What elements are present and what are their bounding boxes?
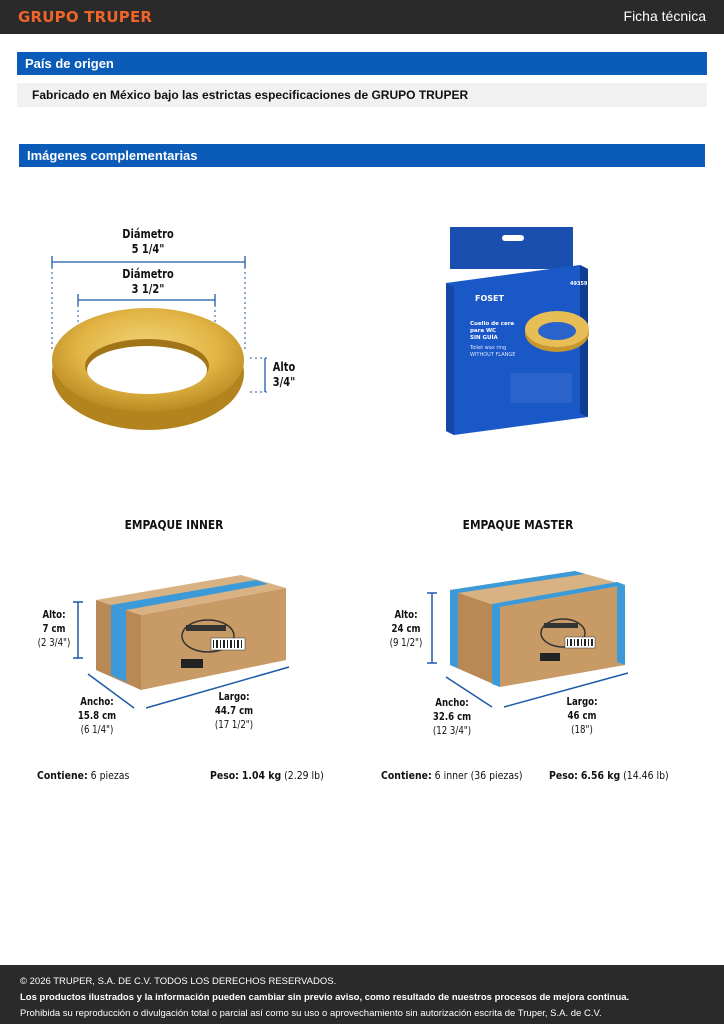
inner-width-cm: 15.8 cm xyxy=(77,710,117,722)
master-width-title: Ancho: xyxy=(435,697,469,709)
master-contains-label: Contiene: xyxy=(381,769,432,782)
inner-length-title: Largo: xyxy=(218,691,250,703)
inner-width-in: (6 1/4") xyxy=(80,724,114,736)
master-weight-label: Peso: xyxy=(549,769,578,782)
top-bar xyxy=(0,0,724,34)
inner-weight-label: Peso: xyxy=(210,769,239,782)
master-width-label xyxy=(432,696,473,738)
package-product-name-en xyxy=(470,345,515,359)
product-package-illustration xyxy=(440,225,600,440)
height-title: Alto xyxy=(272,360,296,374)
inner-length-in: (17 1/2") xyxy=(214,719,254,731)
outer-diameter-label xyxy=(107,227,189,257)
master-height-cm: 24 cm xyxy=(391,623,421,635)
inner-diameter-value: 3 1/2" xyxy=(131,282,165,296)
package-name-en-line1: Toilet wax ring xyxy=(470,345,507,351)
master-contains xyxy=(381,769,523,782)
master-width-cm: 32.6 cm xyxy=(432,711,472,723)
inner-width-title: Ancho: xyxy=(80,696,114,708)
outer-diameter-value: 5 1/4" xyxy=(131,242,165,256)
package-name-en-line2: WITHOUT FLANGE xyxy=(470,352,516,358)
inner-height-in: (2 3/4") xyxy=(37,637,71,649)
inner-weight-value: 1.04 kg xyxy=(241,769,282,782)
master-weight-lb: (14.46 lb) xyxy=(623,769,669,782)
images-section-title: Imágenes complementarias xyxy=(19,144,705,167)
master-length-cm: 46 cm xyxy=(567,710,597,722)
inner-contains xyxy=(37,769,129,782)
footer-legal: Prohibida su reproducción o divulgación total o parcial así como su uso o aprovechamiento sin autorización escrita de Truper, S.A. de C.V. xyxy=(20,1008,602,1019)
master-box-illustration xyxy=(380,565,670,745)
inner-height-title: Alto: xyxy=(42,609,66,621)
inner-weight-lb: (2.29 lb) xyxy=(284,769,324,782)
inner-box-diagram xyxy=(36,570,326,740)
brand-logo: GRUPO TRUPER xyxy=(18,8,153,26)
master-contains-value: 6 inner (36 piezas) xyxy=(434,769,523,782)
inner-height-cm: 7 cm xyxy=(42,623,66,635)
wax-ring-diagram xyxy=(40,220,320,440)
footer-notice: Los productos ilustrados y la información pueden cambiar sin previo aviso, como resultado de nuestros procesos de mejora continua. xyxy=(20,992,630,1003)
master-length-label xyxy=(559,695,605,737)
inner-package-title: EMPAQUE INNER xyxy=(124,517,224,532)
footer xyxy=(0,965,724,1024)
package-name-line3: SIN GUÍA xyxy=(470,335,498,341)
package-brand: FOSET xyxy=(475,294,504,303)
master-height-title: Alto: xyxy=(394,609,418,621)
master-height-in: (9 1/2") xyxy=(389,637,423,649)
master-box-diagram xyxy=(380,565,670,745)
footer-copyright: © 2026 TRUPER, S.A. DE C.V. TODOS LOS DERECHOS RESERVADOS. xyxy=(20,976,337,987)
product-package-image xyxy=(440,225,600,440)
inner-length-label xyxy=(211,690,257,732)
document-type: Ficha técnica xyxy=(623,8,706,24)
outer-diameter-title: Diámetro xyxy=(122,227,174,241)
inner-width-label xyxy=(77,695,118,737)
inner-contains-value: 6 piezas xyxy=(90,769,130,782)
height-label xyxy=(266,360,302,390)
master-length-title: Largo: xyxy=(566,696,598,708)
height-value: 3/4" xyxy=(272,375,296,389)
master-weight-value: 6.56 kg xyxy=(580,769,621,782)
master-width-in: (12 3/4") xyxy=(432,725,472,737)
package-name-line1: Cuello de cera xyxy=(470,321,515,327)
inner-diameter-label xyxy=(107,267,189,297)
inner-weight xyxy=(210,769,324,782)
origin-section-title: País de origen xyxy=(17,52,707,75)
master-weight xyxy=(549,769,669,782)
master-package-title: EMPAQUE MASTER xyxy=(462,517,574,532)
inner-length-cm: 44.7 cm xyxy=(214,705,254,717)
master-height-label xyxy=(388,608,424,650)
package-code: 49359 xyxy=(570,281,588,287)
inner-height-label xyxy=(36,608,72,650)
inner-diameter-title: Diámetro xyxy=(122,267,174,281)
master-length-in: (18") xyxy=(571,724,593,736)
package-name-line2: para WC xyxy=(470,328,497,334)
package-product-name xyxy=(470,321,514,342)
inner-contains-label: Contiene: xyxy=(37,769,88,782)
origin-text: Fabricado en México bajo las estrictas especificaciones de GRUPO TRUPER xyxy=(17,83,707,107)
